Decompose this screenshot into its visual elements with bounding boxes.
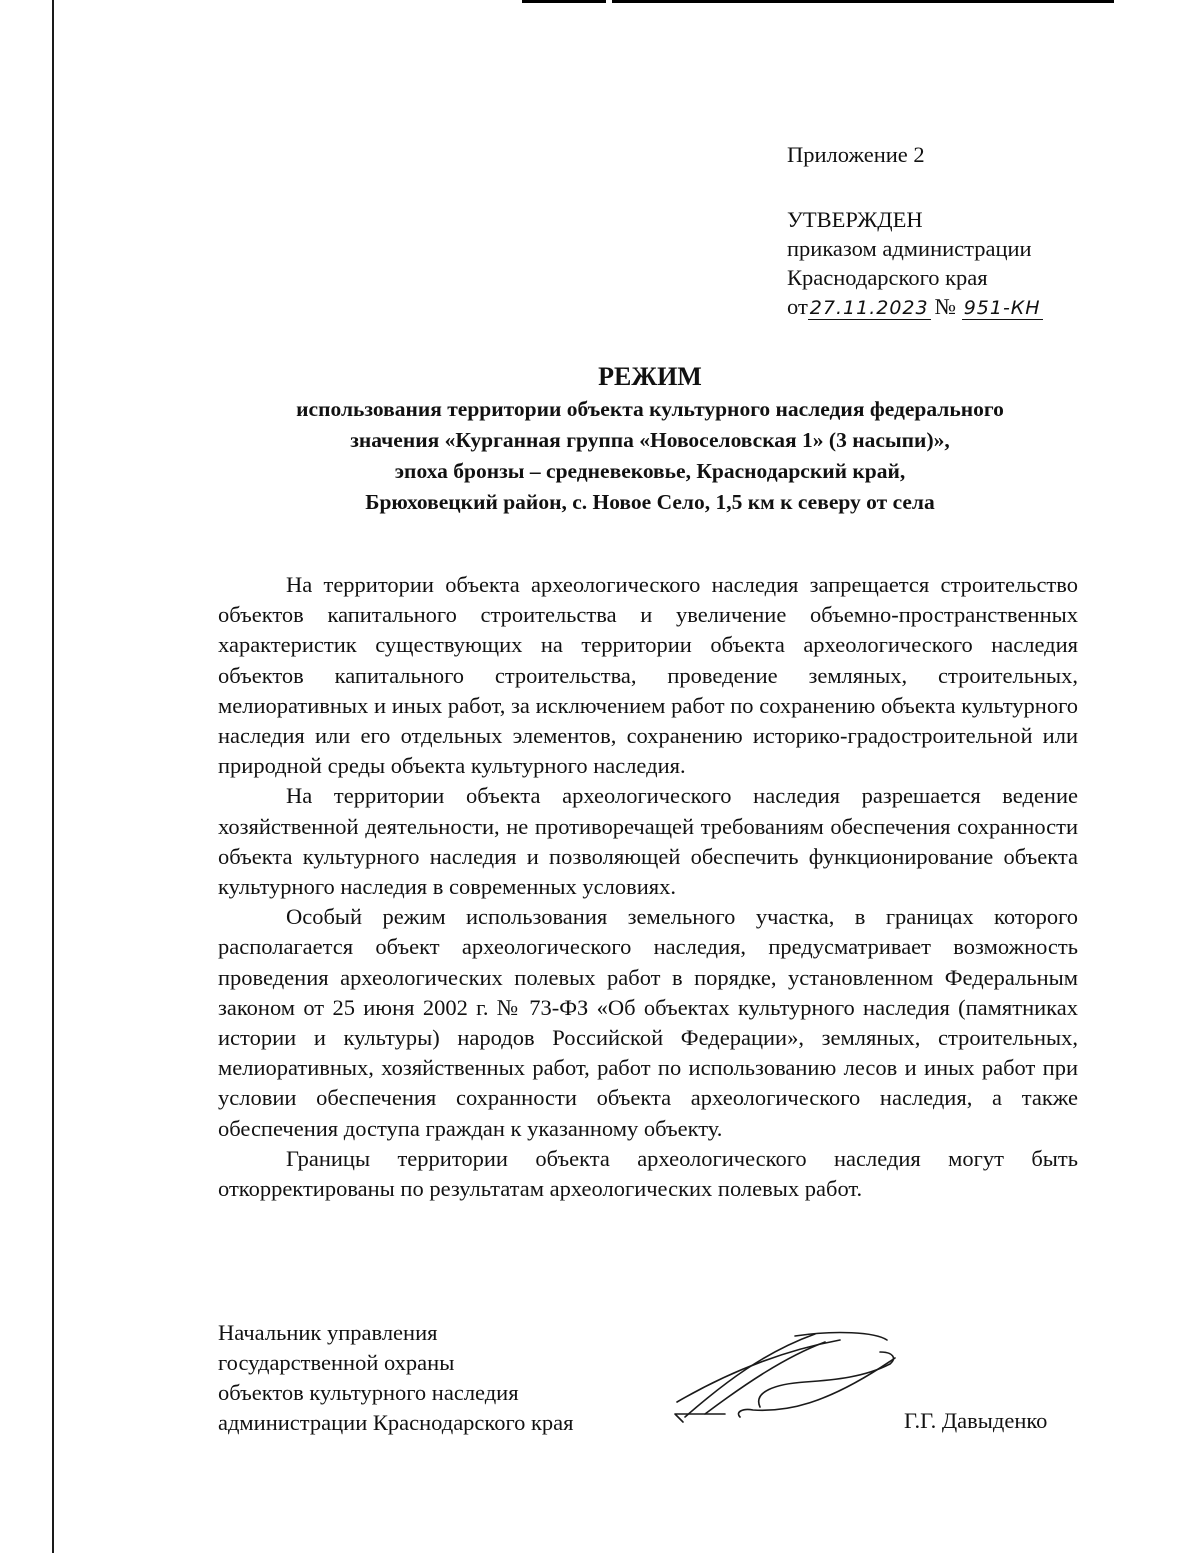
order-date-line [787, 292, 1043, 323]
signatory-line2: государственной охраны [218, 1350, 455, 1375]
number-label: № [934, 294, 957, 319]
paragraph-1: На территории объекта археологического наследия запрещается строительство объектов капитального строительства и увеличение объемно-пространственных характеристик существующих на территории объекта археологического наследия объектов капитального строительства, проведение земляных, строительных, мелиоративных и иных работ, за исключением работ по сохранению объекта культурного наследия или его отдельных элементов, сохранению историко-градостроительной или природной среды объекта культурного наследия. [218, 572, 1078, 779]
scan-edge-left [52, 0, 54, 1553]
order-date: 27.11.2023 [809, 297, 929, 319]
signatory-line4: администрации Краснодарского края [218, 1410, 574, 1435]
approved-label: УТВЕРЖДЕН [787, 207, 923, 232]
title-line2: значения «Курганная группа «Новоселовская 1» (3 насыпи)», [350, 428, 950, 452]
signatory-name: Г.Г. Давыденко [904, 1408, 1048, 1433]
document-title [190, 360, 1110, 518]
handwritten-signature [665, 1322, 905, 1432]
title-main: РЕЖИМ [598, 362, 702, 391]
paragraph-2: На территории объекта археологического наследия разрешается ведение хозяйственной деятельности, не противоречащей требованиям обеспечения сохранности объекта культурного наследия и позволяющей обеспечить функционирование объекта культурного наследия в современных условиях. [218, 783, 1078, 900]
paragraph-3: Особый режим использования земельного участка, в границах которого располагается объект археологического наследия, предусматривает возможность проведения археологических полевых работ в порядке, установленном Федеральным законом от 25 июня 2002 г. № 73-ФЗ «Об объектах культурного наследия (памятниках истории и культуры) народов Российской Федерации», земляных, строительных, мелиоративных, хозяйственных работ, работ по использованию лесов и иных работ при условии обеспечения сохранности объекта археологического наследия, а также обеспечения доступа граждан к указанному объекту. [218, 904, 1078, 1141]
order-number: 951-КН [963, 297, 1041, 319]
appendix-label: Приложение 2 [787, 142, 925, 167]
paragraph-4: Границы территории объекта археологического наследия могут быть откорректированы по результатам археологических полевых работ. [218, 1145, 1078, 1202]
from-label: от [787, 294, 808, 319]
title-line1: использования территории объекта культурного наследия федерального [296, 397, 1004, 421]
signatory-position [218, 1318, 574, 1438]
approved-by-line1: приказом администрации [787, 236, 1032, 261]
title-line3: эпоха бронзы – средневековье, Краснодарский край, [394, 459, 906, 483]
signatory-line3: объектов культурного наследия [218, 1380, 519, 1405]
signatory-line1: Начальник управления [218, 1320, 438, 1345]
scan-edge-top-1 [522, 0, 606, 3]
approval-block [787, 140, 1043, 323]
scan-edge-top-2 [612, 0, 1114, 3]
title-line4: Брюховецкий район, с. Новое Село, 1,5 км к северу от села [365, 490, 935, 514]
approved-by-line2: Краснодарского края [787, 265, 988, 290]
document-body [218, 570, 1078, 1204]
